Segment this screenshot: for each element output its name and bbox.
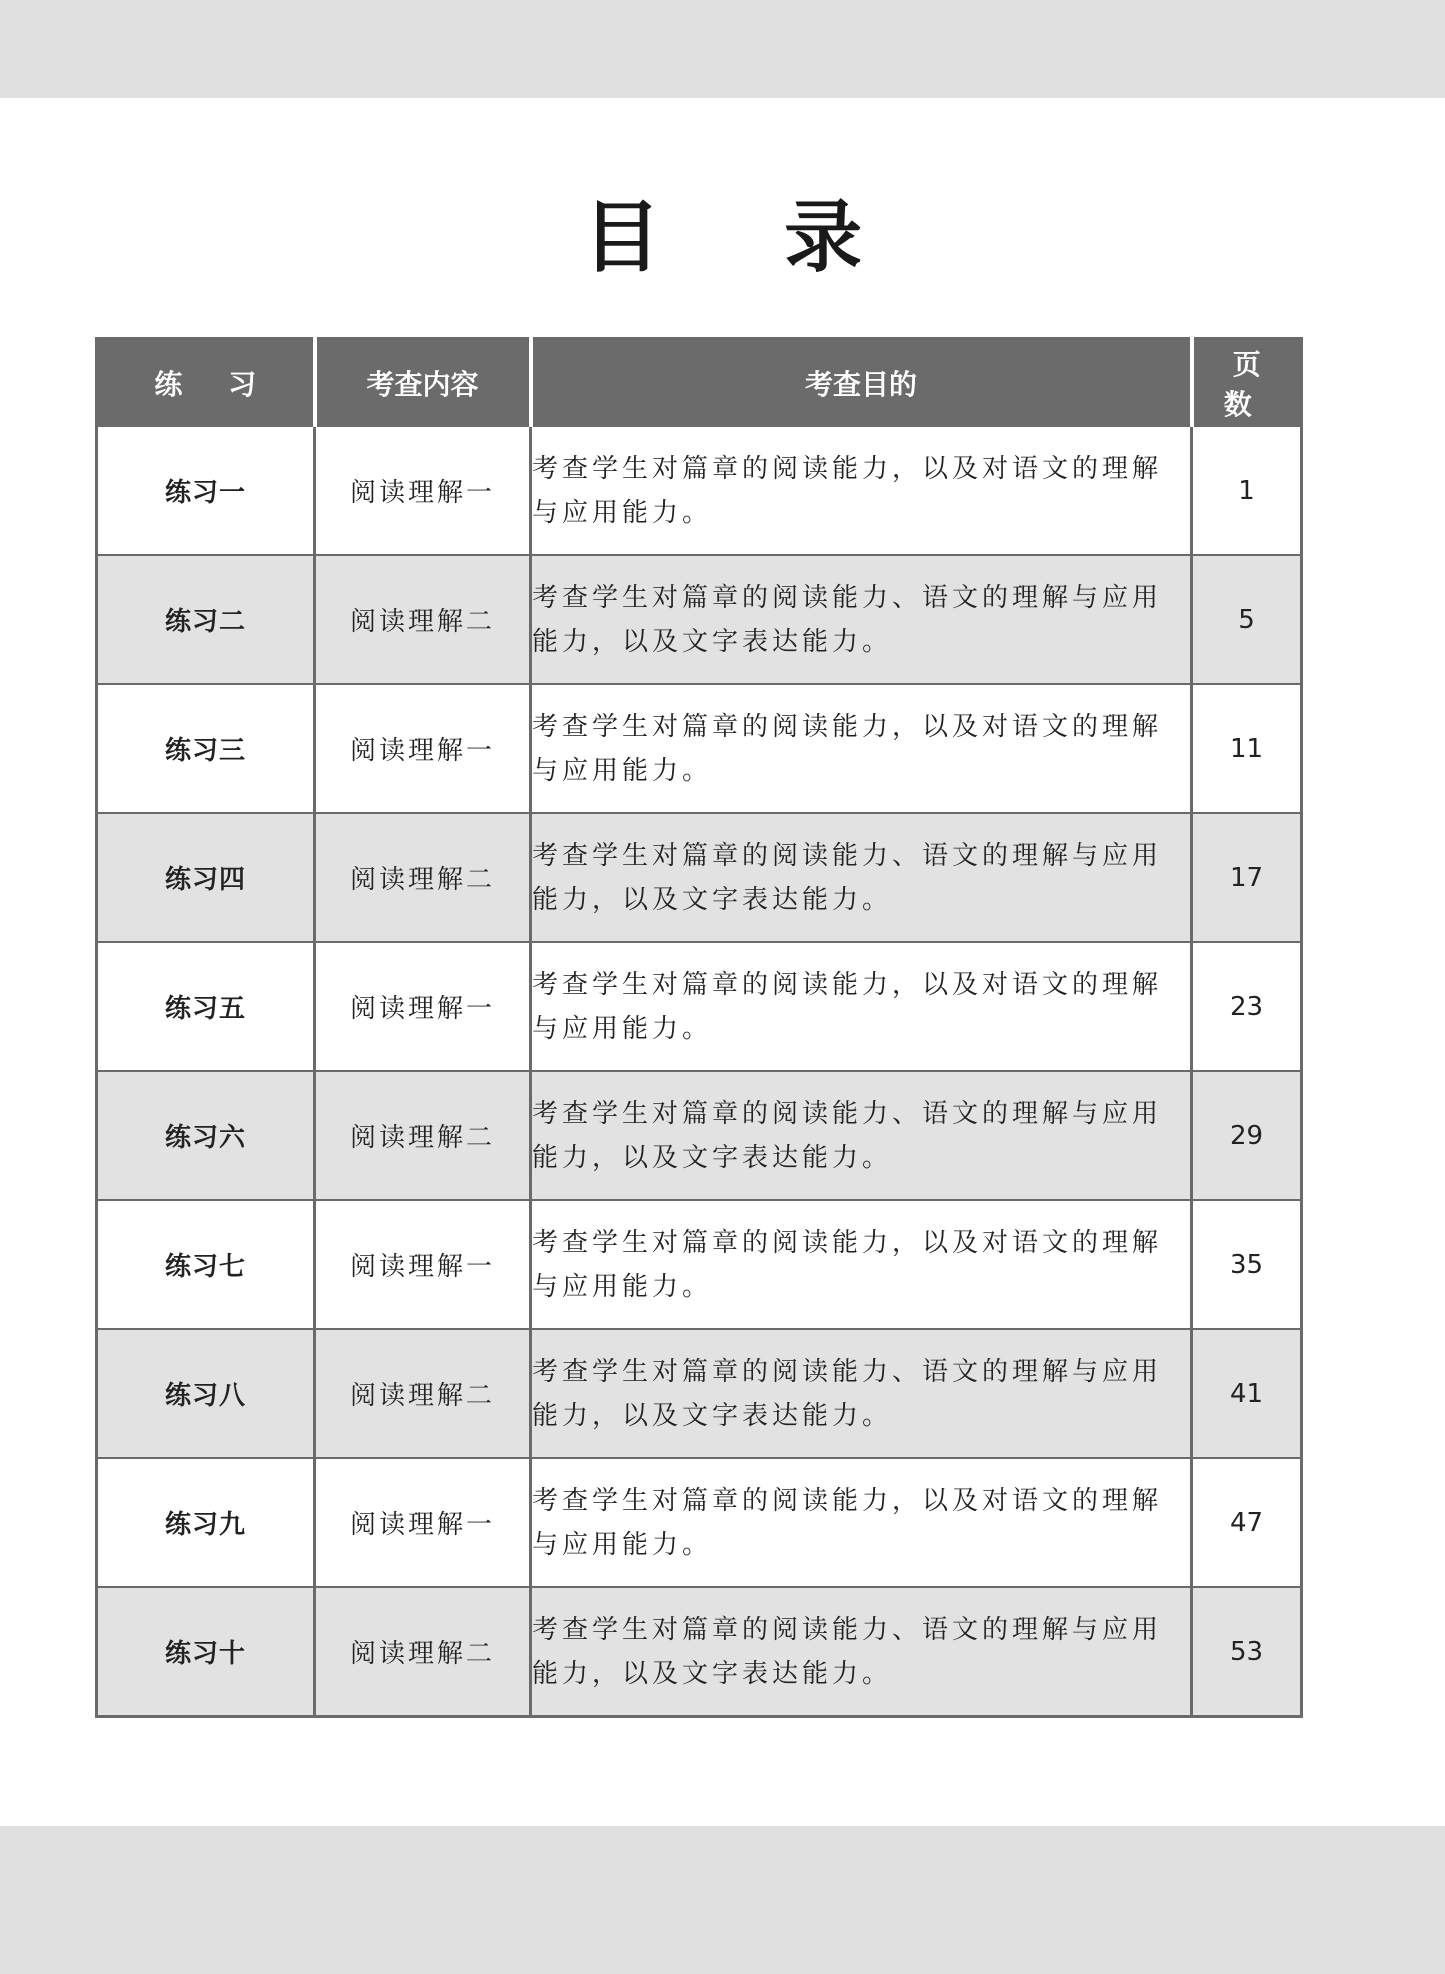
exercise-cell: 练习四 (97, 813, 315, 942)
table-row (97, 813, 1302, 942)
table-row (97, 426, 1302, 555)
exercise-cell: 练习二 (97, 555, 315, 684)
bottom-margin-band (0, 1826, 1445, 1974)
table-row (97, 1200, 1302, 1329)
content-cell: 阅读理解一 (315, 1200, 531, 1329)
page-number-cell: 29 (1192, 1071, 1302, 1200)
exercise-cell: 练习三 (97, 684, 315, 813)
exercise-cell: 练习九 (97, 1458, 315, 1587)
purpose-cell: 考查学生对篇章的阅读能力，以及对语文的理解与应用能力。 (531, 426, 1192, 555)
table-of-contents (95, 337, 1303, 1718)
exercise-cell: 练习七 (97, 1200, 315, 1329)
purpose-cell: 考查学生对篇章的阅读能力，以及对语文的理解与应用能力。 (531, 1200, 1192, 1329)
page-number-cell: 47 (1192, 1458, 1302, 1587)
content-cell: 阅读理解二 (315, 1587, 531, 1717)
table-header-row (97, 339, 1302, 427)
table-row (97, 942, 1302, 1071)
purpose-cell: 考查学生对篇章的阅读能力，以及对语文的理解与应用能力。 (531, 684, 1192, 813)
table-row (97, 1071, 1302, 1200)
content-cell: 阅读理解二 (315, 813, 531, 942)
purpose-cell: 考查学生对篇章的阅读能力、语文的理解与应用能力，以及文字表达能力。 (531, 1329, 1192, 1458)
page-number-cell: 1 (1192, 426, 1302, 555)
header-page: 页 数 (1192, 339, 1302, 427)
table-row (97, 555, 1302, 684)
header-purpose: 考查目的 (531, 339, 1192, 427)
page-title: 目 录 (582, 193, 911, 283)
purpose-cell: 考查学生对篇章的阅读能力、语文的理解与应用能力，以及文字表达能力。 (531, 1587, 1192, 1717)
content-cell: 阅读理解一 (315, 1458, 531, 1587)
page-number-cell: 17 (1192, 813, 1302, 942)
header-exercise: 练 习 (97, 339, 315, 427)
table-row (97, 1329, 1302, 1458)
top-margin-band (0, 0, 1445, 98)
page-number-cell: 53 (1192, 1587, 1302, 1717)
content-cell: 阅读理解一 (315, 942, 531, 1071)
page-number-cell: 35 (1192, 1200, 1302, 1329)
content-cell: 阅读理解二 (315, 555, 531, 684)
purpose-cell: 考查学生对篇章的阅读能力，以及对语文的理解与应用能力。 (531, 1458, 1192, 1587)
exercise-cell: 练习五 (97, 942, 315, 1071)
page-number-cell: 5 (1192, 555, 1302, 684)
page-number-cell: 11 (1192, 684, 1302, 813)
purpose-cell: 考查学生对篇章的阅读能力、语文的理解与应用能力，以及文字表达能力。 (531, 1071, 1192, 1200)
content-cell: 阅读理解一 (315, 426, 531, 555)
content-cell: 阅读理解二 (315, 1329, 531, 1458)
page-number-cell: 41 (1192, 1329, 1302, 1458)
content-cell: 阅读理解二 (315, 1071, 531, 1200)
purpose-cell: 考查学生对篇章的阅读能力、语文的理解与应用能力，以及文字表达能力。 (531, 555, 1192, 684)
purpose-cell: 考查学生对篇章的阅读能力，以及对语文的理解与应用能力。 (531, 942, 1192, 1071)
purpose-cell: 考查学生对篇章的阅读能力、语文的理解与应用能力，以及文字表达能力。 (531, 813, 1192, 942)
page-number-cell: 23 (1192, 942, 1302, 1071)
header-content: 考查内容 (315, 339, 531, 427)
table-row (97, 1458, 1302, 1587)
exercise-cell: 练习一 (97, 426, 315, 555)
content-cell: 阅读理解一 (315, 684, 531, 813)
table-row (97, 684, 1302, 813)
exercise-cell: 练习八 (97, 1329, 315, 1458)
exercise-cell: 练习六 (97, 1071, 315, 1200)
table-row (97, 1587, 1302, 1717)
exercise-cell: 练习十 (97, 1587, 315, 1717)
